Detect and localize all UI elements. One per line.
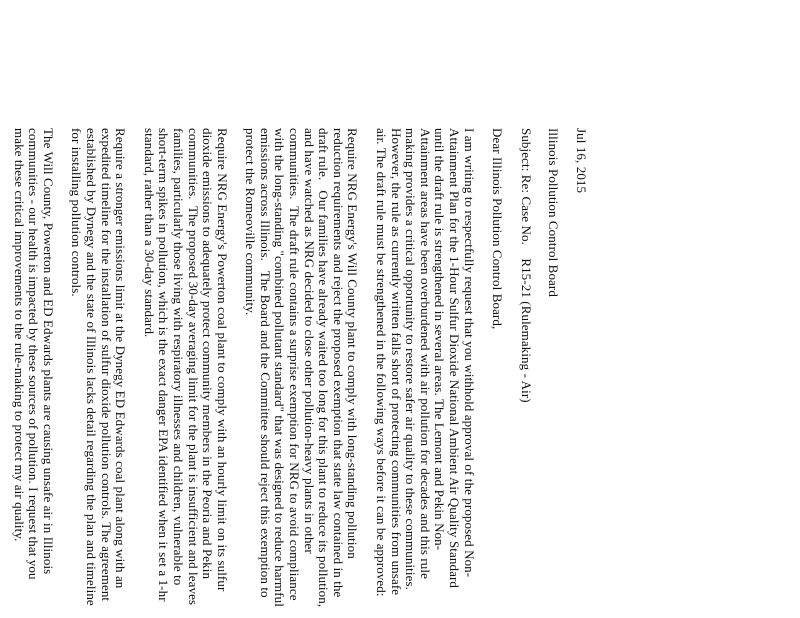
letter-paragraph-ed-edwards: Require a stronger emissions limit at the Dynegy ED Edwards coal plant along with an expedited timeline for the installation of sulfur dioxide pollution controls. The agreement established by Dynegy and the state of Illinois lacks detail regarding the plan and timeline for installing pollution controls.	[69, 128, 129, 610]
letter-recipient: Illinois Pollution Control Board	[546, 128, 562, 297]
letter-date: Jul 16, 2015	[574, 128, 589, 194]
letter-paragraph-conclusion: The Will County, Powerton and ED Edwards plants are causing unsafe air in Illinois communities - our health is impacted by these sources of pollution. I request that you make these critical improvements to the rule-making to protect my air quality.	[11, 128, 56, 583]
letter-salutation: Dear Illinois Pollution Control Board,	[490, 128, 506, 330]
letter-paragraph-intro: I am writing to respectfully request that you withhold approval of the proposed Non- Attainment Plan for the 1-Hour Sulfur Dioxide National Ambient Air Quality Standard until the draft rule is strengthened in several areas. The Lemont and Pekin Non-Attainment areas have been overburdened with air pollution for decades and this rule making provides a critical opportunity to restore safer air quality to these communities. However, the rule as currently written falls short of protecting communities from unsafe air. The draft rule must be strengthened in the following ways before it can be approved:	[374, 128, 477, 599]
letter-body	[0, 128, 589, 611]
letter-paragraph-powerton: Require NRG Energy's Powerton coal plant to comply with an hourly limit on its sulfur dioxide emissions to adequately protect community members in the Peoria and Pekin communities. The proposed 30-day averaging limit for the plant is insufficient and leaves families, particularly those living with respiratory illnesses and children, vulnerable to short-term spikes in pollution, which is the exact danger EPA identified when it set a 1-hr standard, rather than a 30-day standard.	[141, 128, 230, 609]
letter-subject: Subject: Re: Case No. R15-21 (Rulemaking - Air)	[518, 128, 534, 403]
letter-paragraph-will-county: Require NRG Energy's Will County plant to comply with long-standing pollution reduction requirements and reject the proposed exemption that state law contained in the draft rule. Our families have already waited too long for this plant to reduce its pollution, and have watched as NRG decided to close other pollution-heavy plants in other communities. The draft rule contains a surprise exemption for NRG to avoid compliance with the long-standing "combined pollutant standard" that was designed to reduce harmful emissions across Illinois. The Board and the Committee should reject this exemption to protect the Romeoville community.	[243, 128, 361, 611]
